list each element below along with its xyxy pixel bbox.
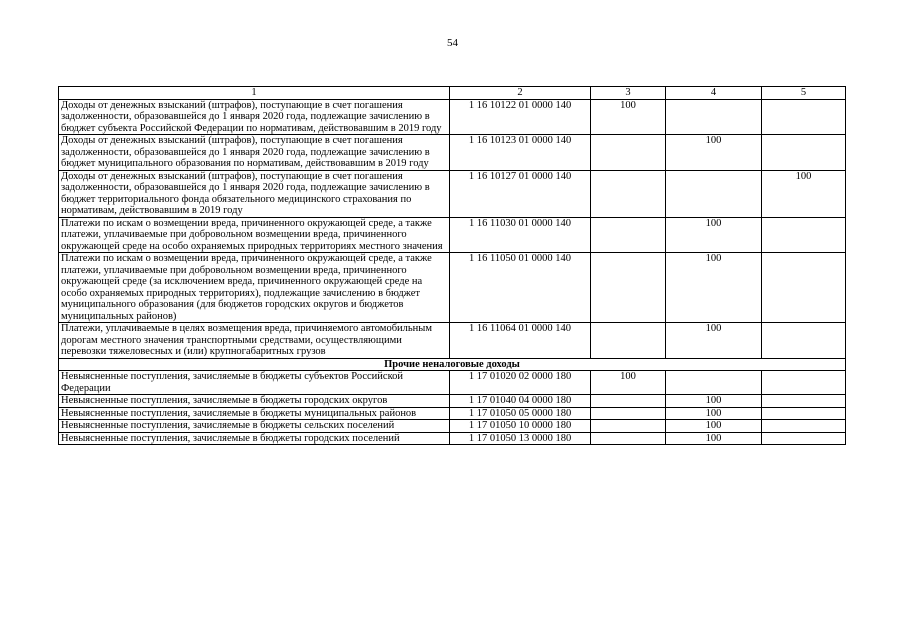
norm-col-4-cell bbox=[666, 170, 762, 217]
norm-col-4-cell: 100 bbox=[666, 432, 762, 445]
revenue-code-cell: 1 16 11064 01 0000 140 bbox=[450, 323, 591, 359]
norm-col-5-cell bbox=[762, 432, 846, 445]
norm-col-4-cell: 100 bbox=[666, 217, 762, 253]
norm-col-3-cell bbox=[591, 217, 666, 253]
table-row bbox=[59, 135, 846, 171]
revenue-code-cell: 1 16 10123 01 0000 140 bbox=[450, 135, 591, 171]
table-row bbox=[59, 407, 846, 420]
norm-col-4-cell: 100 bbox=[666, 323, 762, 359]
header-col-4: 4 bbox=[666, 87, 762, 100]
revenue-code-cell: 1 16 10127 01 0000 140 bbox=[450, 170, 591, 217]
norm-col-3-cell bbox=[591, 323, 666, 359]
revenue-code-cell: 1 16 11030 01 0000 140 bbox=[450, 217, 591, 253]
table-row bbox=[59, 432, 846, 445]
page-number: 54 bbox=[447, 37, 458, 49]
table-row bbox=[59, 371, 846, 395]
table-row bbox=[59, 420, 846, 433]
revenue-name-cell: Невыясненные поступления, зачисляемые в бюджеты городских округов bbox=[59, 395, 450, 408]
header-col-3: 3 bbox=[591, 87, 666, 100]
revenue-name-cell: Платежи по искам о возмещении вреда, причиненного окружающей среде, а также платежи, уплачиваемые при добровольном возмещении вреда, причиненного окружающей среде на особо охраняемых природных территориях местного значения bbox=[59, 217, 450, 253]
norm-col-5-cell bbox=[762, 253, 846, 323]
revenue-name-cell: Доходы от денежных взысканий (штрафов), поступающие в счет погашения задолженности, образовавшейся до 1 января 2020 года, подлежащие зачислению в бюджет территориального фонда обязательного медицинского страхования по нормативам, действовавшим в 2019 году bbox=[59, 170, 450, 217]
revenue-code-cell: 1 17 01020 02 0000 180 bbox=[450, 371, 591, 395]
table-row bbox=[59, 217, 846, 253]
header-col-1: 1 bbox=[59, 87, 450, 100]
norm-col-5-cell bbox=[762, 420, 846, 433]
table-row bbox=[59, 323, 846, 359]
header-col-5: 5 bbox=[762, 87, 846, 100]
norm-col-4-cell: 100 bbox=[666, 395, 762, 408]
norm-col-3-cell bbox=[591, 407, 666, 420]
header-col-2: 2 bbox=[450, 87, 591, 100]
norm-col-3-cell bbox=[591, 253, 666, 323]
norm-col-3-cell: 100 bbox=[591, 371, 666, 395]
norm-col-3-cell: 100 bbox=[591, 99, 666, 135]
revenue-code-cell: 1 17 01050 10 0000 180 bbox=[450, 420, 591, 433]
norm-col-5-cell bbox=[762, 99, 846, 135]
table-row bbox=[59, 170, 846, 217]
norm-col-5-cell bbox=[762, 135, 846, 171]
norm-col-4-cell: 100 bbox=[666, 135, 762, 171]
norm-col-3-cell bbox=[591, 420, 666, 433]
revenue-code-cell: 1 16 11050 01 0000 140 bbox=[450, 253, 591, 323]
revenue-name-cell: Невыясненные поступления, зачисляемые в бюджеты муниципальных районов bbox=[59, 407, 450, 420]
norm-col-5-cell bbox=[762, 323, 846, 359]
norm-col-5-cell bbox=[762, 395, 846, 408]
revenue-name-cell: Платежи, уплачиваемые в целях возмещения вреда, причиняемого автомобильным дорогам местного значения транспортными средствами, осуществляющими перевозки тяжеловесных и (или) крупногабаритных грузов bbox=[59, 323, 450, 359]
revenue-code-cell: 1 17 01040 04 0000 180 bbox=[450, 395, 591, 408]
revenue-name-cell: Невыясненные поступления, зачисляемые в бюджеты городских поселений bbox=[59, 432, 450, 445]
norm-col-5-cell: 100 bbox=[762, 170, 846, 217]
norm-col-4-cell bbox=[666, 99, 762, 135]
revenue-code-cell: 1 17 01050 05 0000 180 bbox=[450, 407, 591, 420]
norm-col-3-cell bbox=[591, 432, 666, 445]
revenue-name-cell: Невыясненные поступления, зачисляемые в бюджеты сельских поселений bbox=[59, 420, 450, 433]
revenue-name-cell: Невыясненные поступления, зачисляемые в бюджеты субъектов Российской Федерации bbox=[59, 371, 450, 395]
norm-col-5-cell bbox=[762, 371, 846, 395]
section-row bbox=[59, 358, 846, 371]
section-title: Прочие неналоговые доходы bbox=[59, 358, 846, 371]
norm-col-3-cell bbox=[591, 395, 666, 408]
revenue-table bbox=[58, 86, 846, 445]
norm-col-3-cell bbox=[591, 135, 666, 171]
norm-col-4-cell bbox=[666, 371, 762, 395]
norm-col-5-cell bbox=[762, 407, 846, 420]
norm-col-5-cell bbox=[762, 217, 846, 253]
norm-col-4-cell: 100 bbox=[666, 420, 762, 433]
norm-col-3-cell bbox=[591, 170, 666, 217]
table-row bbox=[59, 395, 846, 408]
revenue-name-cell: Платежи по искам о возмещении вреда, причиненного окружающей среде, а также платежи, уплачиваемые при добровольном возмещении вреда, причиненного окружающей среде (за исключением вреда, причиненного окружающей среде на особо охраняемых природных территориях), подлежащие зачислению в бюджет муниципального образования (для бюджетов городских округов и бюджетов муниципальных районов) bbox=[59, 253, 450, 323]
table-row bbox=[59, 99, 846, 135]
norm-col-4-cell: 100 bbox=[666, 253, 762, 323]
table-row bbox=[59, 253, 846, 323]
revenue-name-cell: Доходы от денежных взысканий (штрафов), поступающие в счет погашения задолженности, образовавшейся до 1 января 2020 года, подлежащие зачислению в бюджет субъекта Российской Федерации по нормативам, действовавшим в 2019 году bbox=[59, 99, 450, 135]
table-body bbox=[59, 87, 846, 445]
norm-col-4-cell: 100 bbox=[666, 407, 762, 420]
revenue-code-cell: 1 17 01050 13 0000 180 bbox=[450, 432, 591, 445]
revenue-code-cell: 1 16 10122 01 0000 140 bbox=[450, 99, 591, 135]
revenue-name-cell: Доходы от денежных взысканий (штрафов), поступающие в счет погашения задолженности, образовавшейся до 1 января 2020 года, подлежащие зачислению в бюджет муниципального образования по нормативам, действовавшим в 2019 году bbox=[59, 135, 450, 171]
table-header-row bbox=[59, 87, 846, 100]
